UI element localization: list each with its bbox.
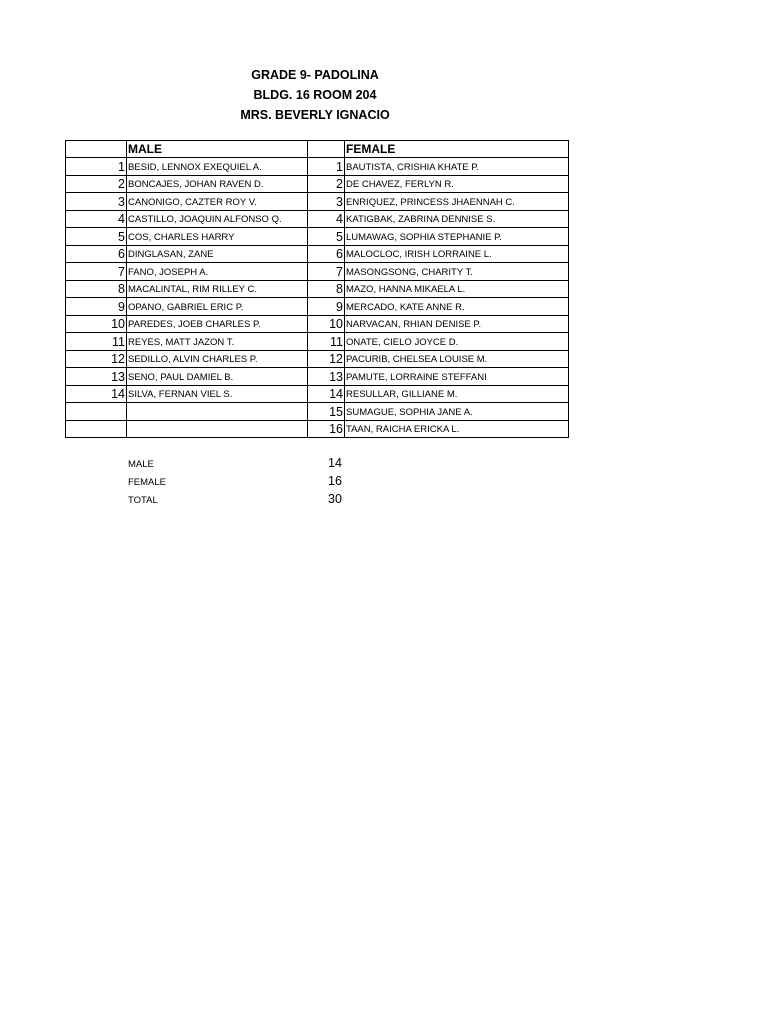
adviser-name: MRS. BEVERLY IGNACIO <box>240 108 390 122</box>
roster-row <box>66 298 569 316</box>
female-name: RESULLAR, GILLIANE M. <box>345 385 569 403</box>
male-number: 12 <box>66 350 127 368</box>
document-header <box>190 66 440 126</box>
male-number: 5 <box>66 228 127 246</box>
female-number: 13 <box>308 368 345 386</box>
female-column-header: FEMALE <box>345 141 569 158</box>
female-number: 6 <box>308 245 345 263</box>
male-name: CASTILLO, JOAQUIN ALFONSO Q. <box>127 210 308 228</box>
male-number: 9 <box>66 298 127 316</box>
female-number: 5 <box>308 228 345 246</box>
female-name: BAUTISTA, CRISHIA KHATE P. <box>345 158 569 176</box>
male-name: DINGLASAN, ZANE <box>127 245 308 263</box>
female-number: 7 <box>308 263 345 281</box>
roster-row <box>66 385 569 403</box>
roster-row <box>66 175 569 193</box>
female-number: 16 <box>308 420 345 438</box>
roster-body <box>66 141 569 438</box>
female-name: KATIGBAK, ZABRINA DENNISE S. <box>345 210 569 228</box>
female-number: 11 <box>308 333 345 351</box>
female-name: MASONGSONG, CHARITY T. <box>345 263 569 281</box>
female-number: 15 <box>308 403 345 421</box>
male-name: MACALINTAL, RIM RILLEY C. <box>127 280 308 298</box>
female-number: 4 <box>308 210 345 228</box>
male-name: COS, CHARLES HARRY <box>127 228 308 246</box>
roster-row <box>66 228 569 246</box>
total-count-value: 30 <box>328 492 342 506</box>
male-number: 10 <box>66 315 127 333</box>
male-number: 1 <box>66 158 127 176</box>
male-number: 7 <box>66 263 127 281</box>
female-name: PAMUTE, LORRAINE STEFFANI <box>345 368 569 386</box>
male-name: CANONIGO, CAZTER ROY V. <box>127 193 308 211</box>
female-number: 3 <box>308 193 345 211</box>
roster-row <box>66 193 569 211</box>
male-column-header: MALE <box>127 141 308 158</box>
female-name: MAZO, HANNA MIKAELA L. <box>345 280 569 298</box>
female-number: 14 <box>308 385 345 403</box>
roster-row <box>66 368 569 386</box>
female-count-label: FEMALE <box>128 477 167 488</box>
class-title: GRADE 9- PADOLINA <box>251 68 379 82</box>
female-name: ENRIQUEZ, PRINCESS JHAENNAH C. <box>345 193 569 211</box>
male-name: REYES, MATT JAZON T. <box>127 333 308 351</box>
roster-row <box>66 333 569 351</box>
female-name: PACURIB, CHELSEA LOUISE M. <box>345 350 569 368</box>
male-number: 6 <box>66 245 127 263</box>
male-name: SENO, PAUL DAMIEL B. <box>127 368 308 386</box>
male-name: SILVA, FERNAN VIEL S. <box>127 385 308 403</box>
female-name: NARVACAN, RHIAN DENISE P. <box>345 315 569 333</box>
male-name: BESID, LENNOX EXEQUIEL A. <box>127 158 308 176</box>
roster-row <box>66 350 569 368</box>
roster-row <box>66 158 569 176</box>
roster-row <box>66 210 569 228</box>
roster-row <box>66 280 569 298</box>
male-number: 3 <box>66 193 127 211</box>
male-count-label: MALE <box>128 459 154 470</box>
male-number-header-cell <box>66 141 127 158</box>
female-number: 1 <box>308 158 345 176</box>
roster-row <box>66 263 569 281</box>
male-name <box>127 403 308 421</box>
female-name: TAAN, RAICHA ERICKA L. <box>345 420 569 438</box>
column-header-row <box>66 141 569 158</box>
male-name: PAREDES, JOEB CHARLES P. <box>127 315 308 333</box>
female-number: 12 <box>308 350 345 368</box>
roster-row <box>66 245 569 263</box>
roster-row <box>66 420 569 438</box>
class-roster-table <box>65 140 569 438</box>
female-name: MERCADO, KATE ANNE R. <box>345 298 569 316</box>
roster-row <box>66 403 569 421</box>
male-name: BONCAJES, JOHAN RAVEN D. <box>127 175 308 193</box>
female-number: 2 <box>308 175 345 193</box>
female-name: ONATE, CIELO JOYCE D. <box>345 333 569 351</box>
male-number <box>66 420 127 438</box>
female-number: 10 <box>308 315 345 333</box>
female-name: DE CHAVEZ, FERLYN R. <box>345 175 569 193</box>
male-number: 2 <box>66 175 127 193</box>
roster-row <box>66 315 569 333</box>
female-name: MALOCLOC, IRISH LORRAINE L. <box>345 245 569 263</box>
male-number: 4 <box>66 210 127 228</box>
male-count-value: 14 <box>328 456 342 470</box>
male-number: 11 <box>66 333 127 351</box>
female-number: 9 <box>308 298 345 316</box>
male-number <box>66 403 127 421</box>
female-number-header-cell <box>308 141 345 158</box>
total-count-label: TOTAL <box>128 495 158 506</box>
male-number: 8 <box>66 280 127 298</box>
male-name: FANO, JOSEPH A. <box>127 263 308 281</box>
male-name <box>127 420 308 438</box>
female-name: LUMAWAG, SOPHIA STEPHANIE P. <box>345 228 569 246</box>
female-name: SUMAGUE, SOPHIA JANE A. <box>345 403 569 421</box>
female-count-value: 16 <box>328 474 342 488</box>
female-number: 8 <box>308 280 345 298</box>
male-number: 14 <box>66 385 127 403</box>
room-location: BLDG. 16 ROOM 204 <box>253 88 377 102</box>
male-name: OPANO, GABRIEL ERIC P. <box>127 298 308 316</box>
male-number: 13 <box>66 368 127 386</box>
male-name: SEDILLO, ALVIN CHARLES P. <box>127 350 308 368</box>
